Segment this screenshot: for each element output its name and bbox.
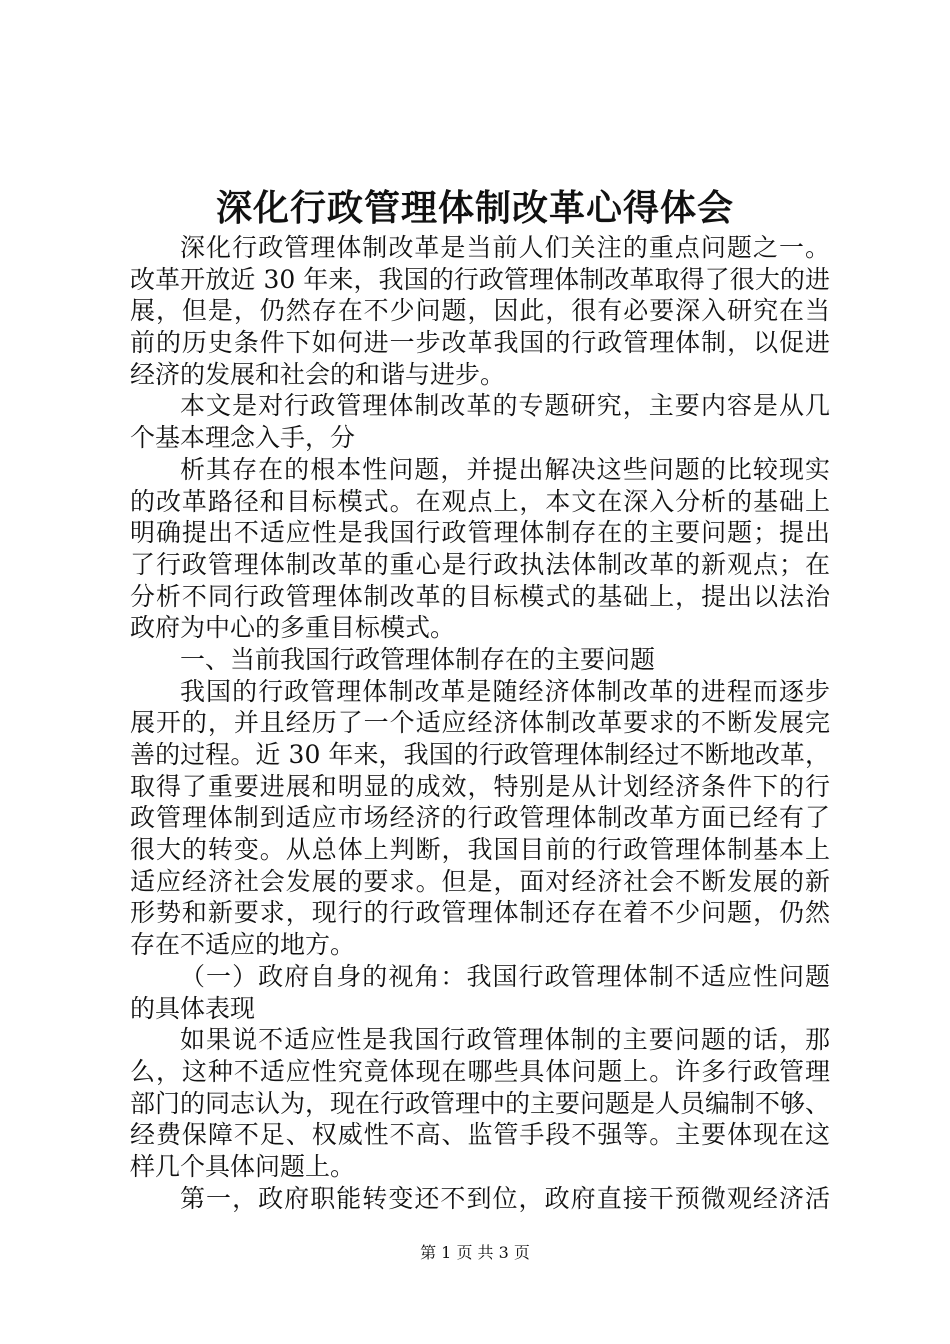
text-line: 善的过程。近 30 年来，我国的行政管理体制经过不断地改革， <box>130 740 830 769</box>
text-line: 么，这种不适应性究竟体现在哪些具体问题上。许多行政管理 <box>130 1056 830 1086</box>
text-line: 经济的发展和社会的和谐与进步。 <box>130 359 506 389</box>
document-body <box>130 232 830 1214</box>
text-line: 析其存在的根本性问题，并提出解决这些问题的比较现实 <box>180 454 830 484</box>
text-line: 适应经济社会发展的要求。但是，面对经济社会不断发展的新 <box>130 866 830 896</box>
text-line: 了行政管理体制改革的重心是行政执法体制改革的新观点；在 <box>130 549 830 579</box>
text-line: 分析不同行政管理体制改革的目标模式的基础上，提出以法治 <box>130 581 830 611</box>
text-line: 政府为中心的多重目标模式。 <box>130 613 456 643</box>
text-line: 很大的转变。从总体上判断，我国目前的行政管理体制基本上 <box>130 835 830 865</box>
text-line: 个基本理念入手，分 <box>130 423 356 453</box>
text-line: 改革开放近 30 年来，我国的行政管理体制改革取得了很大的进 <box>130 264 830 294</box>
text-line: 取得了重要进展和明显的成效，特别是从计划经济条件下的行 <box>130 771 830 801</box>
text-line: 的改革路径和目标模式。在观点上，本文在深入分析的基础上 <box>130 486 830 516</box>
text-line: 部门的同志认为，现在行政管理中的主要问题是人员编制不够、 <box>130 1088 830 1118</box>
text-line: 样几个具体问题上。 <box>130 1151 356 1181</box>
text-line: 我国的行政管理体制改革是随经济体制改革的进程而逐步 <box>180 676 830 706</box>
text-line: 经费保障不足、权威性不高、监管手段不强等。主要体现在这 <box>130 1120 830 1150</box>
text-line: 的具体表现 <box>130 993 256 1023</box>
text-line: 前的历史条件下如何进一步改革我国的行政管理体制，以促进 <box>130 328 830 358</box>
text-line: 深化行政管理体制改革是当前人们关注的重点问题之一。 <box>180 233 830 262</box>
text-line: 存在不适应的地方。 <box>130 930 356 960</box>
text-line: 一、当前我国行政管理体制存在的主要问题 <box>180 644 656 674</box>
text-line: 展开的，并且经历了一个适应经济体制改革要求的不断发展完 <box>130 708 830 738</box>
page-footer: 第 1 页 共 3 页 <box>420 1243 530 1262</box>
document-title: 深化行政管理体制改革心得体会 <box>215 187 734 229</box>
text-line: 本文是对行政管理体制改革的专题研究，主要内容是从几 <box>180 391 830 421</box>
text-line: 第一，政府职能转变还不到位，政府直接干预微观经济活 <box>180 1183 830 1213</box>
text-line: 明确提出不适应性是我国行政管理体制存在的主要问题；提出 <box>130 518 830 548</box>
text-line: 形势和新要求，现行的行政管理体制还存在着不少问题，仍然 <box>130 898 830 928</box>
text-line: （一）政府自身的视角：我国行政管理体制不适应性问题 <box>180 961 830 991</box>
text-line: 展，但是，仍然存在不少问题，因此，很有必要深入研究在当 <box>130 296 830 326</box>
text-line: 政管理体制到适应市场经济的行政管理体制改革方面已经有了 <box>130 803 830 833</box>
text-line: 如果说不适应性是我国行政管理体制的主要问题的话，那 <box>180 1025 830 1055</box>
